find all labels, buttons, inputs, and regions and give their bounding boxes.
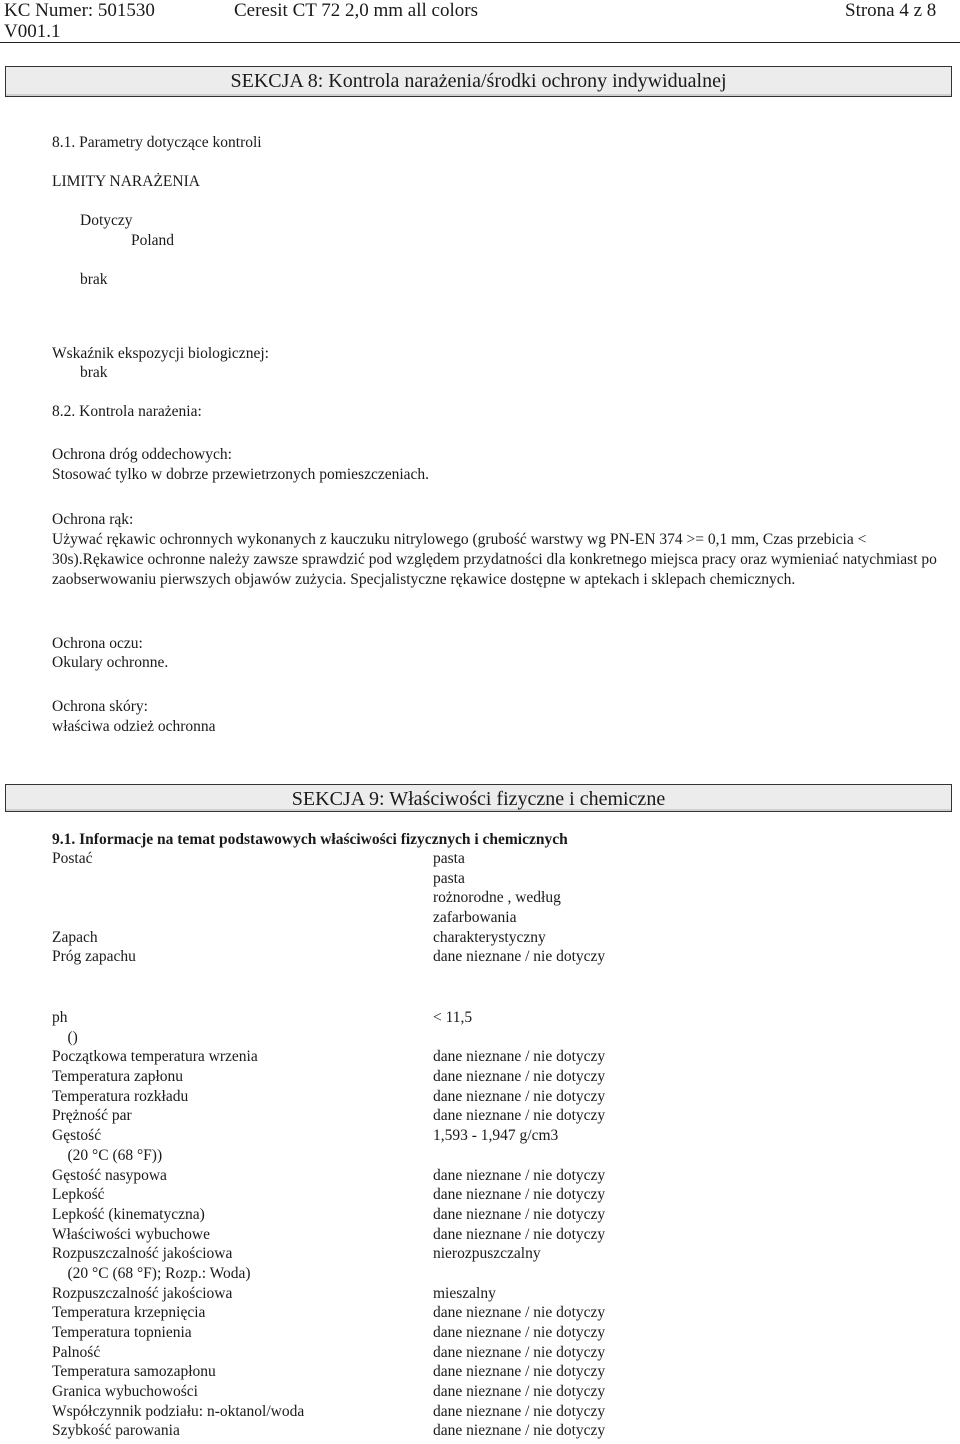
property-row xyxy=(52,1244,932,1264)
property-value: pasta xyxy=(433,869,465,887)
properties-group-1 xyxy=(52,849,932,967)
property-value: dane nieznane / nie dotyczy xyxy=(433,948,606,966)
property-key: Rozpuszczalność jakościowa xyxy=(52,1245,233,1263)
section-8-title: SEKCJA 8: Kontrola narażenia/środki ochrony indywidualnej xyxy=(230,70,727,92)
subsection-8-2-title: 8.2. Kontrola narażenia: xyxy=(52,403,202,420)
property-value: mieszalny xyxy=(433,1284,496,1302)
eye-protection-label: Ochrona oczu: xyxy=(52,635,143,652)
property-key: Współczynnik podziału: n-oktanol/woda xyxy=(52,1402,305,1420)
property-value: < 11,5 xyxy=(433,1009,473,1026)
eye-protection-text: Okulary ochronne. xyxy=(52,654,169,671)
property-row xyxy=(52,1421,932,1441)
property-key: Właściwości wybuchowe xyxy=(52,1225,210,1243)
property-key: Początkowa temperatura wrzenia xyxy=(52,1048,258,1066)
property-row xyxy=(52,1284,932,1304)
bio-exposure-label: Wskaźnik ekspozycji biologicznej: xyxy=(52,345,269,362)
property-key: () xyxy=(52,1028,78,1046)
property-value: zafarbowania xyxy=(433,909,517,927)
property-row xyxy=(52,849,932,869)
property-value: dane nieznane / nie dotyczy xyxy=(433,1363,606,1381)
property-value: dane nieznane / nie dotyczy xyxy=(433,1048,606,1066)
property-row xyxy=(52,1047,932,1067)
property-key: (20 °C (68 °F); Rozp.: Woda) xyxy=(52,1264,251,1282)
property-row xyxy=(52,1303,932,1323)
skin-protection-label: Ochrona skóry: xyxy=(52,698,148,715)
hand-protection-label: Ochrona rąk: xyxy=(52,511,134,528)
property-key: Palność xyxy=(52,1343,101,1361)
exposure-limits-label: LIMITY NARAŻENIA xyxy=(52,173,200,190)
property-value: dane nieznane / nie dotyczy xyxy=(433,1402,606,1420)
property-key: Temperatura topnienia xyxy=(52,1324,192,1341)
property-key: Temperatura samozapłonu xyxy=(52,1363,216,1381)
property-value: nierozpuszczalny xyxy=(433,1245,541,1263)
property-value: dane nieznane / nie dotyczy xyxy=(433,1087,606,1105)
property-row xyxy=(52,1008,932,1028)
property-key: Temperatura zapłonu xyxy=(52,1068,184,1086)
property-value: dane nieznane / nie dotyczy xyxy=(433,1186,606,1204)
property-row xyxy=(52,908,932,928)
property-row xyxy=(52,1323,932,1343)
property-row xyxy=(52,1087,932,1107)
property-value: dane nieznane / nie dotyczy xyxy=(433,1205,606,1223)
property-value: dane nieznane / nie dotyczy xyxy=(433,1383,606,1401)
property-value: charakterystyczny xyxy=(433,928,546,946)
property-key: Lepkość xyxy=(52,1186,105,1204)
property-key: Gęstość xyxy=(52,1127,102,1145)
property-key: Postać xyxy=(52,850,93,867)
property-row xyxy=(52,1146,932,1166)
property-row xyxy=(52,1402,932,1422)
property-value: 1,593 - 1,947 g/cm3 xyxy=(433,1127,559,1145)
property-key: Prężność par xyxy=(52,1107,132,1125)
property-row xyxy=(52,1166,932,1186)
property-key: Granica wybuchowości xyxy=(52,1383,198,1401)
respiratory-protection-text: Stosować tylko w dobrze przewietrzonych pomieszczeniach. xyxy=(52,466,430,483)
property-key: (20 °C (68 °F)) xyxy=(52,1146,163,1164)
property-row xyxy=(52,1028,932,1048)
property-value: rożnorodne , według xyxy=(433,889,561,907)
property-key: Zapach xyxy=(52,928,98,946)
property-value: dane nieznane / nie dotyczy xyxy=(433,1324,606,1341)
kc-number: KC Numer: 501530 xyxy=(4,0,155,21)
property-key: Próg zapachu xyxy=(52,948,136,966)
property-row xyxy=(52,947,932,967)
property-row xyxy=(52,1362,932,1382)
property-row xyxy=(52,1067,932,1087)
property-value: dane nieznane / nie dotyczy xyxy=(433,1422,606,1440)
respiratory-protection-label: Ochrona dróg oddechowych: xyxy=(52,446,232,463)
property-row xyxy=(52,888,932,908)
property-key: Gęstość nasypowa xyxy=(52,1166,167,1184)
property-key: Rozpuszczalność jakościowa xyxy=(52,1284,233,1302)
hand-protection-text: Używać rękawic ochronnych wykonanych z kauczuku nitrylowego (grubość warstwy wg PN-EN 374 >= 0,1 mm, Czas przebicia < 30s).Rękawice ochronne należy zawsze sprawdzić pod względem przydatności dla konkretnego miejsca pracy oraz wymieniać natychmiast po zaobserwowaniu pierwszych objawów zużycia. Specjalistyczne rękawice dostępne w aptekach i sklepach chemicznych. xyxy=(52,531,937,588)
property-value: dane nieznane / nie dotyczy xyxy=(433,1166,606,1184)
property-row xyxy=(52,1225,932,1245)
property-row xyxy=(52,928,932,948)
product-name: Ceresit CT 72 2,0 mm all colors xyxy=(234,0,478,21)
limits-value: brak xyxy=(80,271,108,288)
subsection-9-1-title: 9.1. Informacje na temat podstawowych właściwości fizycznych i chemicznych xyxy=(52,831,568,848)
property-value: dane nieznane / nie dotyczy xyxy=(433,1304,606,1322)
property-key: Szybkość parowania xyxy=(52,1422,180,1440)
section-9-title: SEKCJA 9: Właściwości fizyczne i chemiczne xyxy=(291,788,666,810)
property-row xyxy=(52,869,932,889)
skin-protection-text: właściwa odzież ochronna xyxy=(52,718,216,735)
property-row xyxy=(52,1382,932,1402)
property-key: Temperatura krzepnięcia xyxy=(52,1304,206,1322)
version: V001.1 xyxy=(4,21,61,42)
property-row xyxy=(52,1205,932,1225)
property-row xyxy=(52,1343,932,1363)
country-label: Poland xyxy=(131,232,175,249)
header-rule xyxy=(0,42,960,43)
section-9-banner xyxy=(5,784,952,812)
applies-label: Dotyczy xyxy=(80,212,133,229)
property-value: dane nieznane / nie dotyczy xyxy=(433,1343,606,1361)
properties-group-2 xyxy=(52,1008,932,1441)
property-key: Lepkość (kinematyczna) xyxy=(52,1205,205,1223)
property-key: ph xyxy=(52,1009,68,1026)
bio-exposure-value: brak xyxy=(80,364,108,381)
property-key: Temperatura rozkładu xyxy=(52,1087,189,1105)
property-row xyxy=(52,1185,932,1205)
page-number: Strona 4 z 8 xyxy=(845,0,937,21)
property-value: dane nieznane / nie dotyczy xyxy=(433,1225,606,1243)
section-8-banner xyxy=(5,66,952,97)
property-value: dane nieznane / nie dotyczy xyxy=(433,1107,606,1125)
subsection-8-1-title: 8.1. Parametry dotyczące kontroli xyxy=(52,134,262,151)
property-value: dane nieznane / nie dotyczy xyxy=(433,1068,606,1086)
property-row xyxy=(52,1126,932,1146)
property-row xyxy=(52,1106,932,1126)
property-row xyxy=(52,1264,932,1284)
property-value: pasta xyxy=(433,850,465,867)
